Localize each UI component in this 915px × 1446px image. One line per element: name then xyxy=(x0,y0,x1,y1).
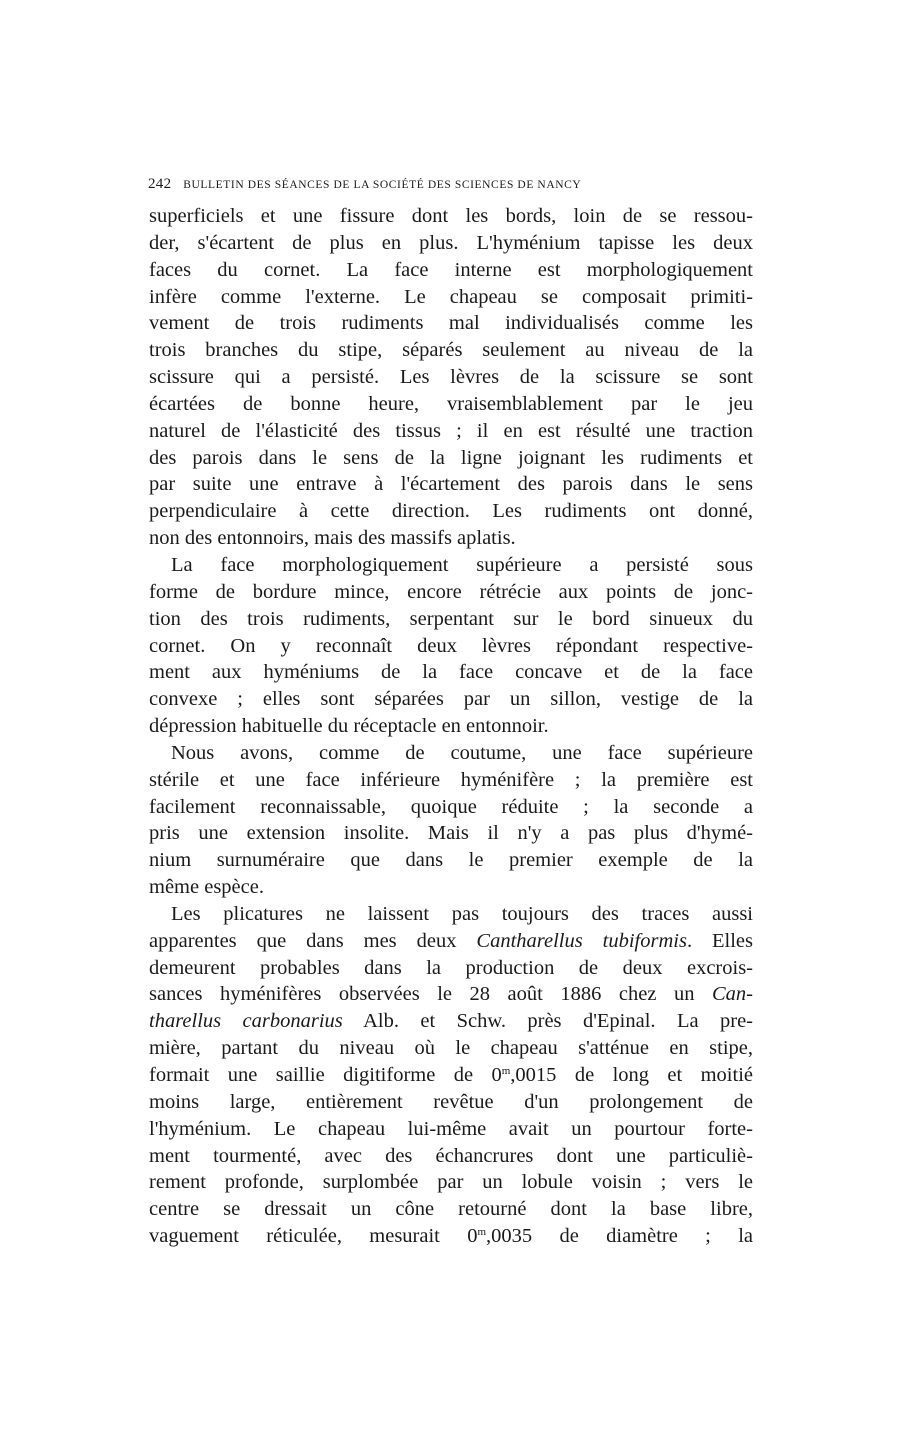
text-line: perpendiculaire à cette direction. Les rudiments ont donné, xyxy=(149,500,753,523)
text-line: moins large, entièrement revêtue d'un prolongement de xyxy=(149,1090,753,1113)
text-line: infère comme l'externe. Le chapeau se composait primiti- xyxy=(149,285,753,308)
text-line: écartées de bonne heure, vraisemblablement par le jeu xyxy=(149,392,753,415)
text-line: par suite une entrave à l'écartement des parois dans le sens xyxy=(149,473,753,496)
text-line: Les plicatures ne laissent pas toujours des traces aussi xyxy=(171,902,753,925)
text-line: trois branches du stipe, séparés seulement au niveau de la xyxy=(149,339,753,362)
superscript: m xyxy=(477,1226,487,1239)
text-line: des parois dans le sens de la ligne joignant les rudiments et xyxy=(149,446,753,469)
text-run: ,0015 de long et moitié xyxy=(510,1064,753,1086)
text-line: scissure qui a persisté. Les lèvres de la scissure se sont xyxy=(149,366,753,389)
text-line: vement de trois rudiments mal individualisés comme les xyxy=(149,312,753,335)
text-line: superficiels et une fissure dont les bords, loin de se ressou- xyxy=(149,205,753,227)
paragraph-2 xyxy=(149,552,753,740)
page-number: 242 xyxy=(148,176,172,192)
text-line: dépression habituelle du réceptacle en entonnoir. xyxy=(149,715,549,738)
text-line: der, s'écartent de plus en plus. L'hyménium tapisse les deux xyxy=(149,231,753,254)
text-run: Alb. et Schw. près d'Epinal. La pre- xyxy=(342,1010,754,1033)
text-run: sances hyménifères observées le 28 août 1886 chez un xyxy=(149,983,712,1006)
text-run: formait une saillie digitiforme de 0 xyxy=(149,1064,502,1086)
running-header xyxy=(148,176,758,193)
text-line: La face morphologiquement supérieure a persisté sous xyxy=(171,553,753,576)
text-line: faces du cornet. La face interne est morphologiquement xyxy=(149,258,753,281)
text-line xyxy=(149,1062,753,1089)
text-line: convexe ; elles sont séparées par un sillon, vestige de la xyxy=(149,688,753,711)
text-line: forme de bordure mince, encore rétrécie aux points de jonc- xyxy=(149,580,753,603)
text-line: l'hyménium. Le chapeau lui-même avait un pourtour forte- xyxy=(149,1117,753,1140)
text-line: stérile et une face inférieure hyménifère ; la première est xyxy=(149,768,753,791)
text-line: centre se dressait un cône retourné dont la base libre, xyxy=(149,1198,753,1221)
text-line xyxy=(149,1223,753,1250)
text-line xyxy=(149,981,753,1008)
text-line: ment tourmenté, avec des échancrures dont une particuliè- xyxy=(149,1144,753,1167)
text-line xyxy=(149,1008,753,1035)
species-name: tharellus carbonarius xyxy=(149,1010,343,1033)
text-line: naturel de l'élasticité des tissus ; il en est résulté une traction xyxy=(149,419,753,442)
paragraph-1 xyxy=(149,203,753,552)
text-line: demeurent probables dans la production de deux excrois- xyxy=(149,956,753,979)
text-line: même espèce. xyxy=(149,876,264,899)
text-line: rement profonde, surplombée par un lobule voisin ; vers le xyxy=(149,1171,753,1194)
text-run: apparentes que dans mes deux xyxy=(149,929,477,952)
text-line: non des entonnoirs, mais des massifs aplatis. xyxy=(149,527,516,550)
text-line: ment aux hyméniums de la face concave et de la face xyxy=(149,661,753,684)
text-line: mière, partant du niveau où le chapeau s'atténue en stipe, xyxy=(149,1037,753,1060)
species-name: Cantharellus tubiformis xyxy=(476,929,687,952)
text-line: tion des trois rudiments, serpentant sur le bord sinueux du xyxy=(149,607,753,630)
species-name: Can- xyxy=(712,983,753,1006)
text-run: ,0035 de diamètre ; la xyxy=(486,1225,753,1248)
text-line: nium surnuméraire que dans le premier exemple de la xyxy=(149,849,753,872)
journal-title: BULLETIN DES SÉANCES DE LA SOCIÉTÉ DES SCIENCES DE NANCY xyxy=(183,179,582,191)
text-line: facilement reconnaissable, quoique réduite ; la seconde a xyxy=(149,795,753,818)
paragraph-4 xyxy=(149,901,753,1250)
paragraph-3 xyxy=(149,740,753,901)
body-text xyxy=(149,203,753,1250)
text-line: cornet. On y reconnaît deux lèvres répondant respective- xyxy=(149,634,753,657)
text-run: . Elles xyxy=(686,929,753,952)
text-run: vaguement réticulée, mesurait 0 xyxy=(149,1225,478,1248)
text-line: pris une extension insolite. Mais il n'y a pas plus d'hymé- xyxy=(149,822,753,845)
superscript: m xyxy=(501,1065,511,1077)
text-line: Nous avons, comme de coutume, une face supérieure xyxy=(171,741,753,764)
text-line xyxy=(149,928,753,955)
